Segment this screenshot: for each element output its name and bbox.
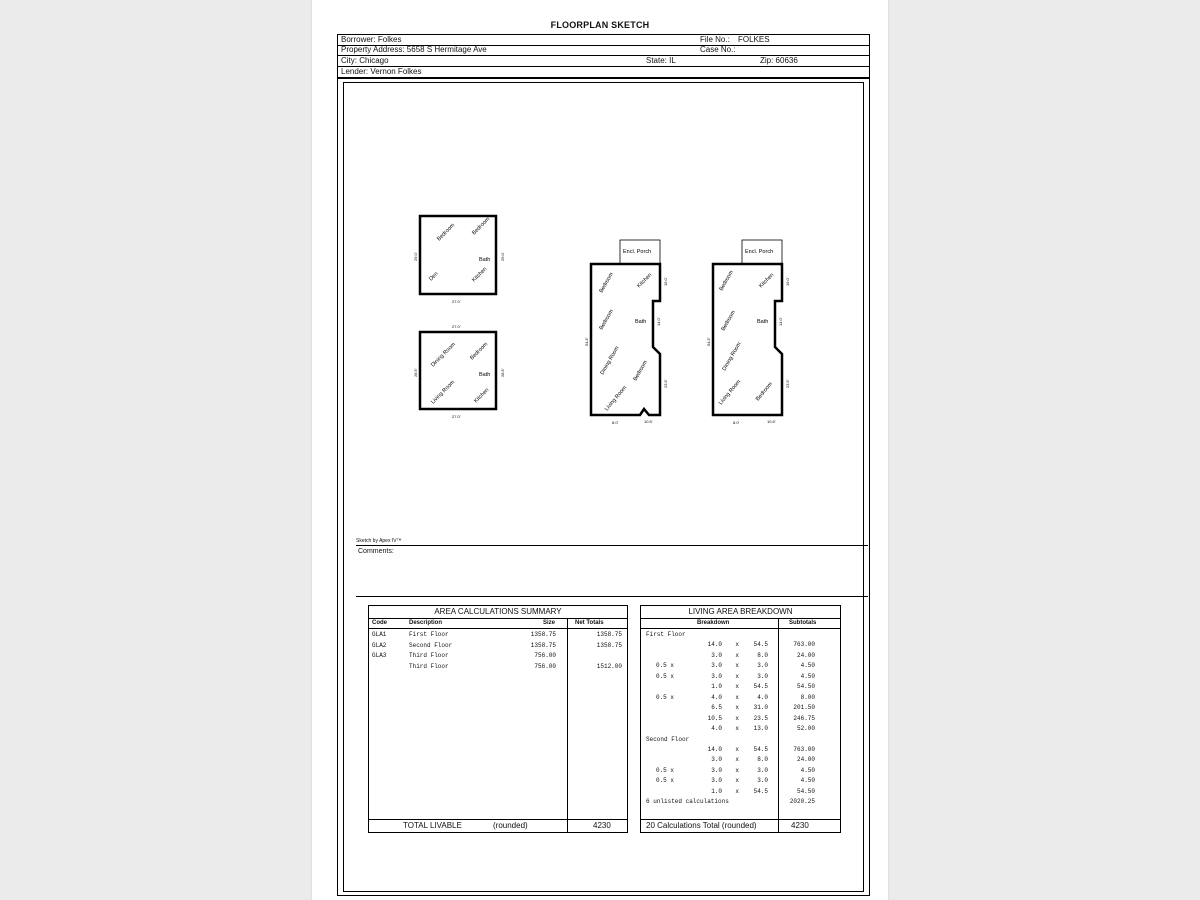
plan4-dim-bottom-right: 10.5' <box>767 419 776 424</box>
area-col-description: Description <box>409 620 443 626</box>
second-floor-breakdown-row-length: 3.0 <box>711 766 722 774</box>
plan4-room-bedroom-c: Bedroom <box>754 381 774 403</box>
sketch-credit: Sketch by Apex IV™ <box>356 538 402 544</box>
second-floor-breakdown-row-width: 8.0 <box>757 756 768 764</box>
plan4-room-bedroom-b: Bedroom <box>720 309 737 332</box>
area-calculations-table <box>368 605 628 833</box>
plan4-dim-left: 54.5' <box>706 337 711 346</box>
first-floor-breakdown-row-subtotal: 201.50 <box>793 704 815 712</box>
first-floor-breakdown-row-length: 14.0 <box>707 641 722 649</box>
total-livable-label: TOTAL LIVABLE <box>403 821 462 830</box>
area-row-size: 756.00 <box>534 662 556 670</box>
plan3-room-bedroom-c: Bedroom <box>632 359 649 382</box>
area-row-code: GLA3 <box>372 652 387 659</box>
area-row-description: First Floor <box>409 631 449 638</box>
area-row-net: 1358.75 <box>596 641 622 649</box>
plan1-room-den: Den <box>428 271 440 283</box>
area-row-description: Third Floor <box>409 662 449 670</box>
area-row-size: 1358.75 <box>530 631 556 638</box>
plan-2 <box>413 324 505 419</box>
area-row-description: Third Floor <box>409 652 449 659</box>
area-row-size: 1358.75 <box>530 641 556 649</box>
area-row-code: GLA1 <box>372 631 387 638</box>
second-floor-breakdown-row-times: x <box>735 777 739 785</box>
sketch-sheet <box>343 82 864 892</box>
plan2-dim-left: 28.5' <box>413 368 418 377</box>
plan4-room-bath: Bath <box>757 319 769 325</box>
plan4-room-bedroom-a: Bedroom <box>718 269 735 292</box>
first-floor-breakdown-row-width: 4.0 <box>757 693 768 701</box>
plan3-dim-bottom-right: 10.5' <box>644 419 653 424</box>
second-floor-breakdown-row-width: 3.0 <box>757 777 768 785</box>
breakdown-col-subtotals: Subtotals <box>789 620 817 626</box>
second-floor-breakdown-row-factor: 0.5 x <box>655 777 674 785</box>
second-floor-breakdown-row-subtotal: 763.00 <box>793 745 815 753</box>
file-no-label: File No.: <box>700 35 730 44</box>
first-floor-breakdown-row-length: 3.0 <box>711 662 722 670</box>
file-no-value: FOLKES <box>738 35 770 44</box>
first-floor-breakdown-row-factor: 0.5 x <box>655 693 674 701</box>
first-floor-breakdown-row-width: 31.0 <box>753 704 768 712</box>
area-col-net-totals: Net Totals <box>575 620 604 626</box>
first-floor-breakdown-row-subtotal: 24.00 <box>796 651 815 659</box>
plan2-room-kitchen: Kitchen <box>473 387 491 405</box>
first-floor-breakdown-row-subtotal: 4.50 <box>800 672 815 680</box>
plan4-porch: Encl. Porch <box>745 249 774 255</box>
first-floor-breakdown-row-subtotal: 52.00 <box>796 725 815 733</box>
second-floor-breakdown-row-subtotal: 4.50 <box>800 766 815 774</box>
first-floor-breakdown-row-subtotal: 246.75 <box>793 714 815 722</box>
area-col-code: Code <box>372 620 387 626</box>
plan3-dim-bottom-left: 8.0' <box>612 420 619 425</box>
first-floor-breakdown-row-width: 3.0 <box>757 662 768 670</box>
comments-area <box>356 545 868 597</box>
plan-3 <box>584 240 668 425</box>
first-floor-breakdown-row-factor: 0.5 x <box>655 662 674 670</box>
first-floor-breakdown-row-subtotal: 8.00 <box>800 693 815 701</box>
first-floor-label: First Floor <box>646 631 686 638</box>
first-floor-breakdown-row-subtotal: 54.50 <box>796 683 815 691</box>
second-floor-breakdown-row-length: 3.0 <box>711 756 722 764</box>
first-floor-breakdown-row-subtotal: 4.50 <box>800 662 815 670</box>
plan2-room-bedroom: Bedroom <box>469 341 490 362</box>
second-floor-breakdown-row-times: x <box>735 756 739 764</box>
plan3-room-bedroom-b: Bedroom <box>598 308 615 331</box>
property-address-field: Property Address: 5658 S Hermitage Ave <box>341 45 487 54</box>
first-floor-breakdown-row-factor: 0.5 x <box>655 672 674 680</box>
first-floor-breakdown-row-length: 10.5 <box>707 714 722 722</box>
comments-label: Comments: <box>358 548 394 555</box>
plan-1 <box>413 216 505 304</box>
report-page <box>312 0 888 900</box>
plan3-room-dining: Dining Room <box>599 345 621 376</box>
plan4-dim-bottom-left: 8.0' <box>733 420 740 425</box>
plan3-dim-right-top: 19.0' <box>663 277 668 286</box>
unlisted-calculations-value: 2020.25 <box>789 798 815 806</box>
first-floor-breakdown-row-width: 13.0 <box>753 725 768 733</box>
second-floor-breakdown-row-subtotal: 54.50 <box>796 787 815 795</box>
plan3-room-bath: Bath <box>635 319 647 325</box>
plan3-porch: Encl. Porch <box>623 249 652 255</box>
plan4-room-living: Living Room <box>717 379 743 407</box>
plan2-dim-bottom: 27.0' <box>452 414 461 419</box>
second-floor-breakdown-row-factor: 0.5 x <box>655 766 674 774</box>
lender-field: Lender: Vernon Folkes <box>341 67 422 76</box>
total-livable-value: 4230 <box>593 821 611 830</box>
first-floor-breakdown-row-length: 4.0 <box>711 725 722 733</box>
plan2-room-bath: Bath <box>479 372 491 378</box>
second-floor-label: Second Floor <box>646 735 690 743</box>
plan4-room-kitchen: Kitchen <box>758 272 776 290</box>
second-floor-breakdown-row-times: x <box>735 745 739 753</box>
first-floor-breakdown-row-times: x <box>735 662 739 670</box>
plan2-room-dining: Dining Room <box>430 341 457 369</box>
area-row-net: 1358.75 <box>596 631 622 638</box>
breakdown-total-value: 4230 <box>791 821 809 830</box>
plan4-dim-right-top: 19.0' <box>785 277 790 286</box>
plan3-dim-right-mid: 14.0' <box>656 317 661 326</box>
floorplan-drawing <box>344 83 863 543</box>
plan2-dim-top: 27.0' <box>452 324 461 329</box>
plan1-room-bath: Bath <box>479 257 491 263</box>
first-floor-breakdown-row-times: x <box>735 683 739 691</box>
plan4-dim-right-mid: 14.0' <box>778 317 783 326</box>
area-row-description: Second Floor <box>409 641 453 649</box>
second-floor-breakdown-row-length: 1.0 <box>711 787 722 795</box>
first-floor-breakdown-row-length: 3.0 <box>711 651 722 659</box>
first-floor-breakdown-row-times: x <box>735 651 739 659</box>
first-floor-breakdown-row-width: 54.5 <box>753 641 768 649</box>
plan4-dim-right-bottom: 23.5' <box>785 379 790 388</box>
plan1-dim-bottom: 27.0' <box>452 299 461 304</box>
breakdown-total-label: 20 Calculations Total (rounded) <box>646 821 757 830</box>
plan3-dim-right-bottom: 23.5' <box>663 379 668 388</box>
first-floor-breakdown-row-times: x <box>735 725 739 733</box>
plan1-room-kitchen: Kitchen <box>471 266 489 284</box>
plan3-dim-left: 54.5' <box>584 337 589 346</box>
second-floor-breakdown-row-subtotal: 24.00 <box>796 756 815 764</box>
second-floor-breakdown-row-subtotal: 4.50 <box>800 777 815 785</box>
plan3-room-living: Living Room <box>603 385 629 413</box>
second-floor-breakdown-row-times: x <box>735 787 739 795</box>
plan1-dim-left: 29.0' <box>413 252 418 261</box>
state-field: State: IL <box>646 56 676 65</box>
header-block <box>337 34 870 78</box>
unlisted-calculations-label: 6 unlisted calculations <box>646 798 729 806</box>
first-floor-breakdown-row-length: 4.0 <box>711 693 722 701</box>
sketch-frame <box>337 78 870 896</box>
plan-4 <box>706 240 790 425</box>
first-floor-breakdown-row-times: x <box>735 704 739 712</box>
plan3-room-bedroom-a: Bedroom <box>598 271 615 294</box>
first-floor-breakdown-row-times: x <box>735 714 739 722</box>
case-no-label: Case No.: <box>700 45 736 54</box>
second-floor-breakdown-row-width: 3.0 <box>757 766 768 774</box>
area-table-title: AREA CALCULATIONS SUMMARY <box>369 606 627 619</box>
plan1-room-bedroom-b: Bedroom <box>471 216 492 237</box>
plan1-room-bedroom-a: Bedroom <box>436 222 457 243</box>
zip-field: Zip: 60636 <box>760 56 798 65</box>
plan2-dim-right: 28.5' <box>500 368 505 377</box>
first-floor-breakdown-row-width: 8.0 <box>757 651 768 659</box>
breakdown-col-breakdown: Breakdown <box>697 620 730 626</box>
breakdown-table-title: LIVING AREA BREAKDOWN <box>641 606 840 619</box>
area-row-net: 1512.00 <box>596 662 622 670</box>
area-row-size: 756.00 <box>534 652 556 659</box>
borrower-field: Borrower: Folkes <box>341 35 402 44</box>
living-area-breakdown-table <box>640 605 841 833</box>
first-floor-breakdown-row-times: x <box>735 641 739 649</box>
first-floor-breakdown-row-length: 6.5 <box>711 704 722 712</box>
area-row-code: GLA2 <box>372 641 387 649</box>
first-floor-breakdown-row-length: 1.0 <box>711 683 722 691</box>
first-floor-breakdown-row-subtotal: 763.00 <box>793 641 815 649</box>
second-floor-breakdown-row-width: 54.5 <box>753 745 768 753</box>
first-floor-breakdown-row-times: x <box>735 672 739 680</box>
second-floor-breakdown-row-length: 14.0 <box>707 745 722 753</box>
first-floor-breakdown-row-length: 3.0 <box>711 672 722 680</box>
plan3-room-kitchen: Kitchen <box>636 272 654 290</box>
page-title: FLOORPLAN SKETCH <box>550 20 650 30</box>
first-floor-breakdown-row-width: 3.0 <box>757 672 768 680</box>
breakdown-table-divider <box>778 619 779 832</box>
plan2-room-living: Living Room <box>430 379 457 406</box>
first-floor-breakdown-row-width: 23.5 <box>753 714 768 722</box>
second-floor-breakdown-row-length: 3.0 <box>711 777 722 785</box>
second-floor-breakdown-row-times: x <box>735 766 739 774</box>
plan1-dim-right: 29.0' <box>500 252 505 261</box>
area-col-size: Size <box>543 620 556 626</box>
city-field: City: Chicago <box>341 56 389 65</box>
area-table-divider <box>567 619 568 832</box>
second-floor-breakdown-row-width: 54.5 <box>753 787 768 795</box>
total-livable-note: (rounded) <box>493 821 528 830</box>
first-floor-breakdown-row-width: 54.5 <box>753 683 768 691</box>
plan4-room-dining: Dining Room <box>721 341 743 372</box>
first-floor-breakdown-row-times: x <box>735 693 739 701</box>
